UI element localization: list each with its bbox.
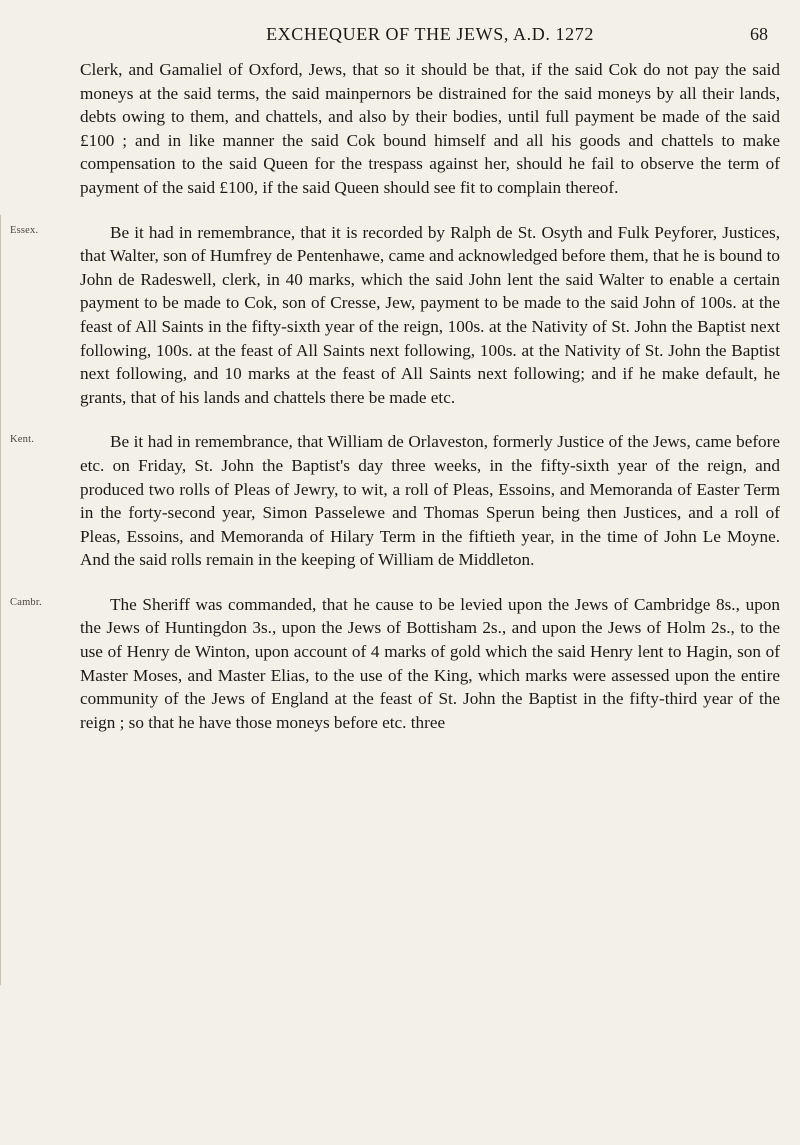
paragraph-text: Be it had in remembrance, that it is recorded by Ralph de St. Osyth and Fulk Peyforer, Justices, that Walter, son of Humfrey de Pentenhawe, came and acknowledged before them, that he is bound to John de Radeswell, clerk, in 40 marks, which the said John lent the said Walter to enable a certain payment to be made to Cok, son of Cresse, Jew, payment to be made to the said John of 100s. at the feast of All Saints in the fifty-sixth year of the reign, 100s. at the Nativity of St. John the Baptist next following, 100s. at the feast of All Saints next following, 100s. at the Nativity of St. John the Baptist next following, and 10 marks at the feast of All Saints next following; and if he make default, he grants, that of his lands and chattels there be made etc. (80, 222, 780, 407)
page-edge-line (0, 215, 1, 985)
running-head (80, 22, 780, 46)
margin-note-essex: Essex. (10, 224, 39, 236)
page-number: 68 (750, 24, 768, 44)
paragraph (80, 58, 780, 200)
running-title: EXCHEQUER OF THE JEWS, A.D. 1272 (266, 24, 594, 44)
body-text (10, 58, 780, 755)
paragraph-text: The Sheriff was commanded, that he cause to be levied upon the Jews of Cambridge 8s., upon the Jews of Huntingdon 3s., upon the Jews of Bottisham 2s., and upon the Jews of Holm 2s., to the use of Henry de Winton, upon account of 4 marks of gold which the said Henry lent to Hagin, son of Master Moses, and Master Elias, to the use of the King, which marks were assessed upon the entire community of the Jews of England at the feast of St. John the Baptist in the fifty-third year of the reign ; so that he have those moneys before etc. three (80, 594, 780, 732)
paragraph (10, 593, 780, 735)
paragraph (10, 430, 780, 572)
margin-note-kent: Kent. (10, 434, 35, 446)
paragraph-text: Clerk, and Gamaliel of Oxford, Jews, that so it should be that, if the said Cok do not pay the said moneys at the said terms, the said mainpernors be distrained for the said moneys by all their lands, debts owing to them, and chattels, and also by their bodies, until full payment be made of the said £100 ; and in like manner the said Cok bound himself and all his goods and chattels to make compensation to the said Queen for the trespass against her, should he fail to observe the term of payment of the said £100, if the said Queen should see fit to complain thereof. (80, 60, 780, 197)
margin-note-cambr: Cambr. (10, 596, 42, 608)
paragraph (10, 221, 780, 410)
paragraph-text: Be it had in remembrance, that William de Orlaveston, formerly Justice of the Jews, came before etc. on Friday, St. John the Baptist's day three weeks, in the fifty-sixth year of the reign, and produced two rolls of Pleas of Jewry, to wit, a roll of Pleas, Essoins, and Memoranda of Easter Term in the forty-second year, Simon Passelewe and Thomas Sperun being then Justices, and a roll of Pleas, Essoins, and Memoranda of Hilary Term in the fiftieth year, in the time of John Le Moyne. And the said rolls remain in the keeping of William de Middleton. (80, 432, 780, 570)
